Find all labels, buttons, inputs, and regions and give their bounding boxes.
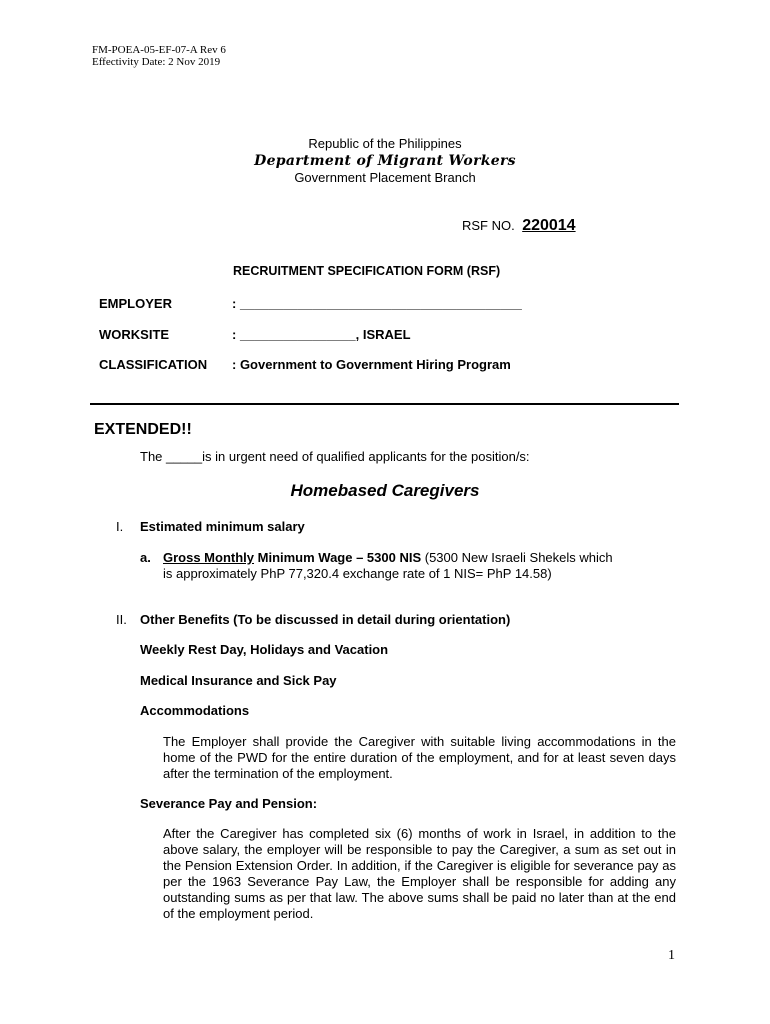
form-code: FM-POEA-05-EF-07-A Rev 6 xyxy=(92,44,226,56)
accommodations-paragraph: The Employer shall provide the Caregiver with suitable living accommodations in the home of the PWD for the entire duration of the employment, and for at least seven days after the termination of the employment. xyxy=(163,734,676,781)
rsf-number-block xyxy=(462,217,576,235)
benefit-medical: Medical Insurance and Sick Pay xyxy=(140,673,337,688)
employer-label: EMPLOYER xyxy=(99,296,172,311)
page-number: 1 xyxy=(668,948,675,963)
republic-line: Republic of the Philippines xyxy=(308,136,462,151)
department-name: Department of Migrant Workers xyxy=(254,153,516,169)
salary-conversion-text: (5300 New Israeli Shekels which xyxy=(421,550,613,565)
section-1-numeral: I. xyxy=(116,519,124,534)
salary-item-line-1 xyxy=(163,550,613,565)
minimum-wage-label: Minimum Wage – 5300 NIS xyxy=(254,550,422,565)
employer-value: : _______________________________________ xyxy=(232,296,522,311)
branch-line: Government Placement Branch xyxy=(294,170,476,185)
worksite-value: : ________________, ISRAEL xyxy=(232,327,411,342)
classification-value: : Government to Government Hiring Program xyxy=(232,357,511,372)
section-1-heading: Estimated minimum salary xyxy=(140,519,305,534)
form-title: RECRUITMENT SPECIFICATION FORM (RSF) xyxy=(233,264,501,278)
salary-item-letter: a. xyxy=(140,550,151,565)
intro-text: The _____is in urgent need of qualified applicants for the position/s: xyxy=(140,449,530,464)
rsf-number: 220014 xyxy=(522,217,576,234)
benefit-severance: Severance Pay and Pension: xyxy=(140,796,318,811)
benefit-rest-day: Weekly Rest Day, Holidays and Vacation xyxy=(140,642,389,657)
extended-banner: EXTENDED!! xyxy=(94,421,192,438)
severance-paragraph: After the Caregiver has completed six (6) months of work in Israel, in addition to the above salary, the employer will be responsible to pay the Caregiver, a sum as set out in the Pension Extension Order. In addition, if the Caregiver is eligible for severance pay as per the 1963 Severance Pay Law, the Employer shall be responsible for adding any outstanding sums as per that law. The above sums shall be paid no later than at the end of the employment period. xyxy=(163,826,676,921)
position-title: Homebased Caregivers xyxy=(290,481,480,500)
section-2-heading: Other Benefits (To be discussed in detail during orientation) xyxy=(140,612,511,627)
classification-label: CLASSIFICATION xyxy=(99,357,208,372)
divider-line xyxy=(90,403,679,405)
worksite-label: WORKSITE xyxy=(99,327,170,342)
section-2-numeral: II. xyxy=(116,612,127,627)
salary-item-line-2: is approximately PhP 77,320.4 exchange rate of 1 NIS= PhP 14.58) xyxy=(163,566,552,581)
rsf-label: RSF NO. xyxy=(462,218,515,233)
benefit-accommodations: Accommodations xyxy=(140,703,250,718)
gross-monthly-label: Gross Monthly xyxy=(163,550,255,565)
effectivity-date: Effectivity Date: 2 Nov 2019 xyxy=(92,56,221,68)
